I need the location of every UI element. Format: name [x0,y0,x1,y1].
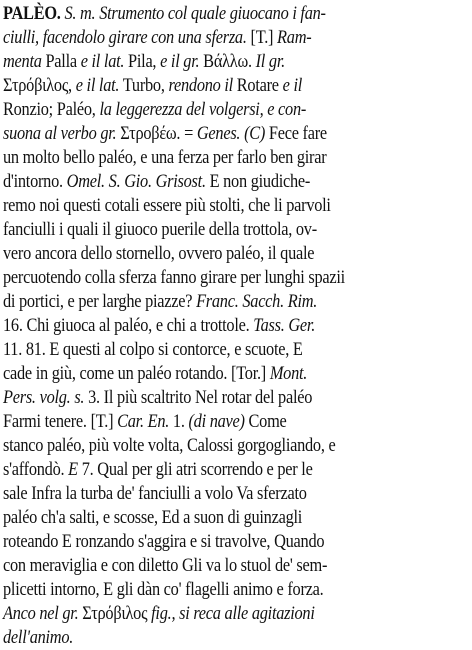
entry-text: remo noi questi cotali essere più stolti, che li parvoli [3,195,331,216]
entry-italic-text: Pers. volg. s. [3,387,85,408]
entry-text: un molto bello paléo, e una ferza per farlo ben girar [3,147,327,168]
entry-text: Ronzio; Paléo, [3,99,100,120]
entry-text: sale Infra la turba de' fanciulli a volo Va sferzato [3,483,307,504]
entry-line [3,626,404,650]
entry-text: Farmi tenere. [T.] [3,411,118,432]
entry-line [3,338,404,362]
entry-line [3,26,404,50]
entry-line [3,122,404,146]
entry-text: cade in giù, come un paléo rotando. [Tor.] [3,363,270,384]
entry-line [3,578,404,602]
entry-line [3,410,404,434]
entry-italic-text: Ram- [277,27,312,48]
entry-italic-text: ciulli, facendolo girare con una sferza. [3,27,247,48]
entry-line [3,530,404,554]
entry-line [3,74,404,98]
entry-text: 3. Il più scaltrito Nel rotar del paléo [84,387,313,408]
entry-line [3,290,404,314]
entry-text: 1. [169,411,189,432]
entry-italic-text: Mont. [269,363,308,384]
entry-line [3,146,404,170]
entry-text: Στρόβιλος [78,603,152,624]
entry-text: 7. Qual per gli atri scorrendo e per le [77,459,313,480]
entry-line [3,242,404,266]
entry-text: paléo ch'a salti, e scosse, Ed a suon di guinzagli [3,507,303,528]
entry-line [3,194,404,218]
entry-text: [T.] [246,27,278,48]
entry-italic-text: suona al verbo gr. [3,123,117,144]
entry-line [3,218,404,242]
entry-text: Pila, [124,51,161,72]
entry-italic-text: menta [3,51,42,72]
entry-italic-text: S. m. Strumento col quale giuocano i fan- [64,3,326,24]
entry-line [3,50,404,74]
entry-italic-text: rendono il [168,75,233,96]
entry-line [3,434,404,458]
entry-line [3,362,404,386]
entry-line [3,266,404,290]
entry-line [3,554,404,578]
entry-text: Come [244,411,287,432]
entry-text: s'affondò. [3,459,69,480]
entry-text: Στροβέω. = [116,123,197,144]
entry-text: con meraviglia e con diletto Gli va lo stuol de' sem- [3,555,328,576]
entry-line [3,170,404,194]
entry-text: 16. Chi giuoca al paléo, e chi a trottole. [3,315,254,336]
headword: PALÈO. [3,3,61,24]
entry-line [3,482,404,506]
entry-italic-text: Il gr. [255,51,285,72]
entry-text: di portici, e per larghe piazze? [3,291,197,312]
entry-text: Fece fare [265,123,327,144]
entry-line [3,386,404,410]
entry-italic-text: e il gr. [160,51,200,72]
entry-text: plicetti intorno, E gli dàn co' flagelli animo e forza. [3,579,324,600]
entry-italic-text: e il lat. [80,51,125,72]
entry-text: Βάλλω. [199,51,256,72]
entry-text: Palla [41,51,81,72]
entry-text: Turbo, [119,75,169,96]
entry-text: Rotare [232,75,283,96]
entry-text: stanco paléo, più volte volta, Calossi gorgogliando, e [3,435,336,456]
entry-text: roteando E ronzando s'aggira e si travolve, Quando [3,531,325,552]
entry-italic-text: Anco nel gr. [3,603,79,624]
entry-italic-text: dell'animo. [3,627,74,648]
entry-italic-text: E [68,459,78,480]
dictionary-entry [3,2,404,650]
entry-italic-text: Omel. S. Gio. Grisost. [66,171,206,192]
entry-italic-text: e il lat. [75,75,120,96]
entry-text: E non giudiche- [205,171,311,192]
entry-italic-text: Tass. Ger. [253,315,316,336]
entry-italic-text: fig., si reca alle agitazioni [151,603,315,624]
entry-text: vero ancora dello stornello, ovvero paléo, il quale [3,243,315,264]
entry-italic-text: Car. En. [117,411,170,432]
entry-line [3,602,404,626]
entry-italic-text: e il [282,75,303,96]
entry-italic-text: la leggerezza del volgersi, e con- [99,99,307,120]
entry-text: Στρόβιλος, [3,75,76,96]
entry-italic-text: Franc. Sacch. Rim. [196,291,318,312]
entry-line [3,98,404,122]
entry-line [3,506,404,530]
entry-text: d'intorno. [3,171,67,192]
entry-line [3,314,404,338]
entry-text: percuotendo colla sferza fanno girare per lunghi spazii [3,267,345,288]
entry-line [3,2,404,26]
entry-text: fanciulli i quali il giuoco puerile della trottola, ov- [3,219,317,240]
entry-italic-text: (di nave) [188,411,245,432]
entry-line [3,458,404,482]
entry-text: 11. 81. E questi al colpo si contorce, e scuote, E [3,339,303,360]
entry-italic-text: Genes. (C) [196,123,266,144]
